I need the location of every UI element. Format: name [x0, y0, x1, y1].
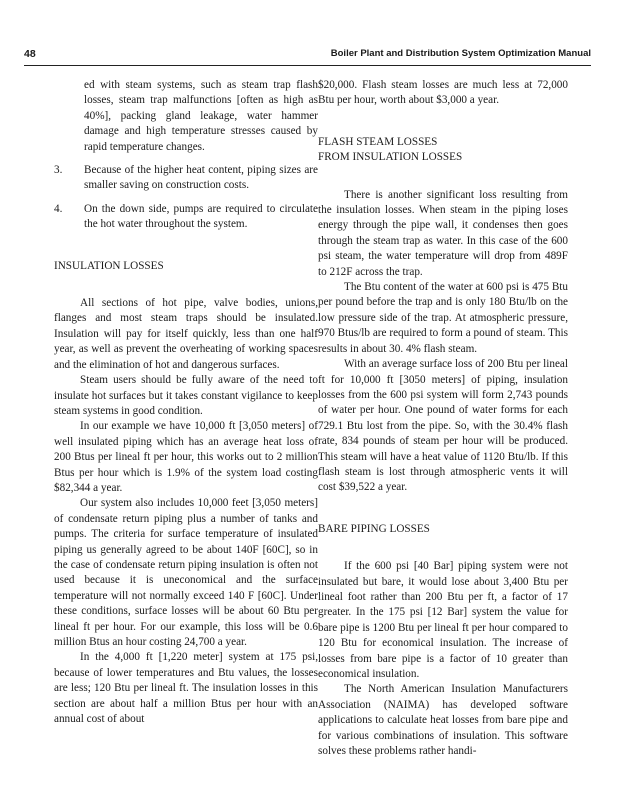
- right-column: [318, 78, 568, 759]
- section-heading-flash-steam-losses: [318, 135, 568, 166]
- running-head: Boiler Plant and Distribution System Optimization Manual: [330, 48, 591, 59]
- list-item-text: On the down side, pumps are required to circulate the hot water throughout the system.: [84, 202, 318, 231]
- list-item-text: Because of the higher heat content, piping sizes are smaller saving on construction costs.: [84, 164, 318, 192]
- paragraph: There is another significant loss resulting from the insulation losses. When steam in the piping loses energy through the pipe wall, it condenses then goes through the steam trap as water. In this case of the 600 psi steam, the water temperature will drop from 489F to 212F across the trap.: [318, 188, 568, 278]
- list-item-number: 4.: [54, 202, 63, 215]
- paragraph: Steam users should be fully aware of the need to insulate hot surfaces but it takes constant vigilance to keep steam systems in good condition.: [54, 374, 318, 417]
- list-continuation: ed with steam systems, such as steam trap flash losses, steam trap malfunctions [often as high as 40%], packing gland leakage, water hammer damage and high temperature stresses caused by rapid temperature changes.: [84, 79, 318, 153]
- heading-line: FLASH STEAM LOSSES: [318, 135, 438, 148]
- header-rule: [24, 65, 591, 66]
- paragraph: All sections of hot pipe, valve bodies, unions, flanges and most steam traps should be insulated. Insulation will pay for itself quickly, less than one half year, as well as prevent the overheating of working spaces and the elimination of hot and dangerous surfaces.: [54, 297, 318, 371]
- list-item: [54, 163, 318, 194]
- page-header: [24, 48, 591, 62]
- list-item: [54, 202, 318, 233]
- heading-line: FROM INSULATION LOSSES: [318, 151, 463, 164]
- left-column: [54, 78, 318, 727]
- paragraph: The Btu content of the water at 600 psi is 475 Btu per pound before the trap and is only 180 Btu/lb on the low pressure side of the trap. At atmospheric pressure, 970 Btus/lb are required to form a pound of steam. This results in about 30. 4% flash steam.: [318, 281, 568, 355]
- paragraph: If the 600 psi [40 Bar] piping system were not insulated but bare, it would lose about 3,400 Btu per lineal foot rather than 200 Btu per ft, a factor of 17 greater. In the 175 psi [12 Bar] system the value for bare pipe is 1200 Btu per lineal ft per hour compared to 120 Btu for economical insulation. The increase of losses from bare pipe is a factor of 10 greater than economical insulation.: [318, 560, 568, 680]
- section-heading-bare-piping-losses: BARE PIPING LOSSES: [318, 522, 430, 535]
- page-number: 48: [24, 48, 36, 60]
- list-item-number: 3.: [54, 164, 63, 177]
- paragraph-continuation: $20,000. Flash steam losses are much less at 72,000 Btu per hour, worth about $3,000 a year.: [318, 79, 568, 107]
- paragraph: In the 4,000 ft [1,220 meter] system at 175 psi, because of lower temperatures and Btu values, the losses are less; 120 Btu per lineal ft. The insulation losses in this section are about half a million Btus per hour with an annual cost of about: [54, 651, 318, 726]
- section-heading-insulation-losses: INSULATION LOSSES: [54, 259, 164, 272]
- paragraph: The North American Insulation Manufacturers Association (NAIMA) has developed software applications to calculate heat losses from bare pipe and for various combinations of insulation. This software solves these problems rather handi-: [318, 683, 568, 758]
- paragraph: Our system also includes 10,000 feet [3,050 meters] of condensate return piping plus a number of tanks and pumps. The criteria for surface temperature of insulated piping us generally agreed to be about 140F [60C], so in the case of condensate return piping insulation is often not used because it is uneconomical and the surface temperature will not normally exceed 140 F [60C]. Under these conditions, surface losses will be about 60 Btu per lineal ft per hour. For our example, this loss will be 0.6 million Btus an hour costing 24,700 a year.: [54, 497, 318, 648]
- paragraph: In our example we have 10,000 ft [3,050 meters] of well insulated piping which has an average heat loss of 200 Btus per lineal ft per hour, this works out to 2 million Btus per hour which is 1.9% of the system load costing $82,344 a year.: [54, 420, 318, 494]
- paragraph: With an average surface loss of 200 Btu per lineal ft for 10,000 ft [3050 meters] of piping, insulation losses from the 600 psi system will form 2,743 pounds of water per hour. One pound of water forms for each 729.1 Btu lost from the pipe. So, with the 30.4% flash rate, 834 pounds of steam per hour will be produced. This steam will have a heat value of 1120 Btu/lb. If this flash steam is lost through atmospheric vents it will cost $39,522 a year.: [318, 358, 568, 494]
